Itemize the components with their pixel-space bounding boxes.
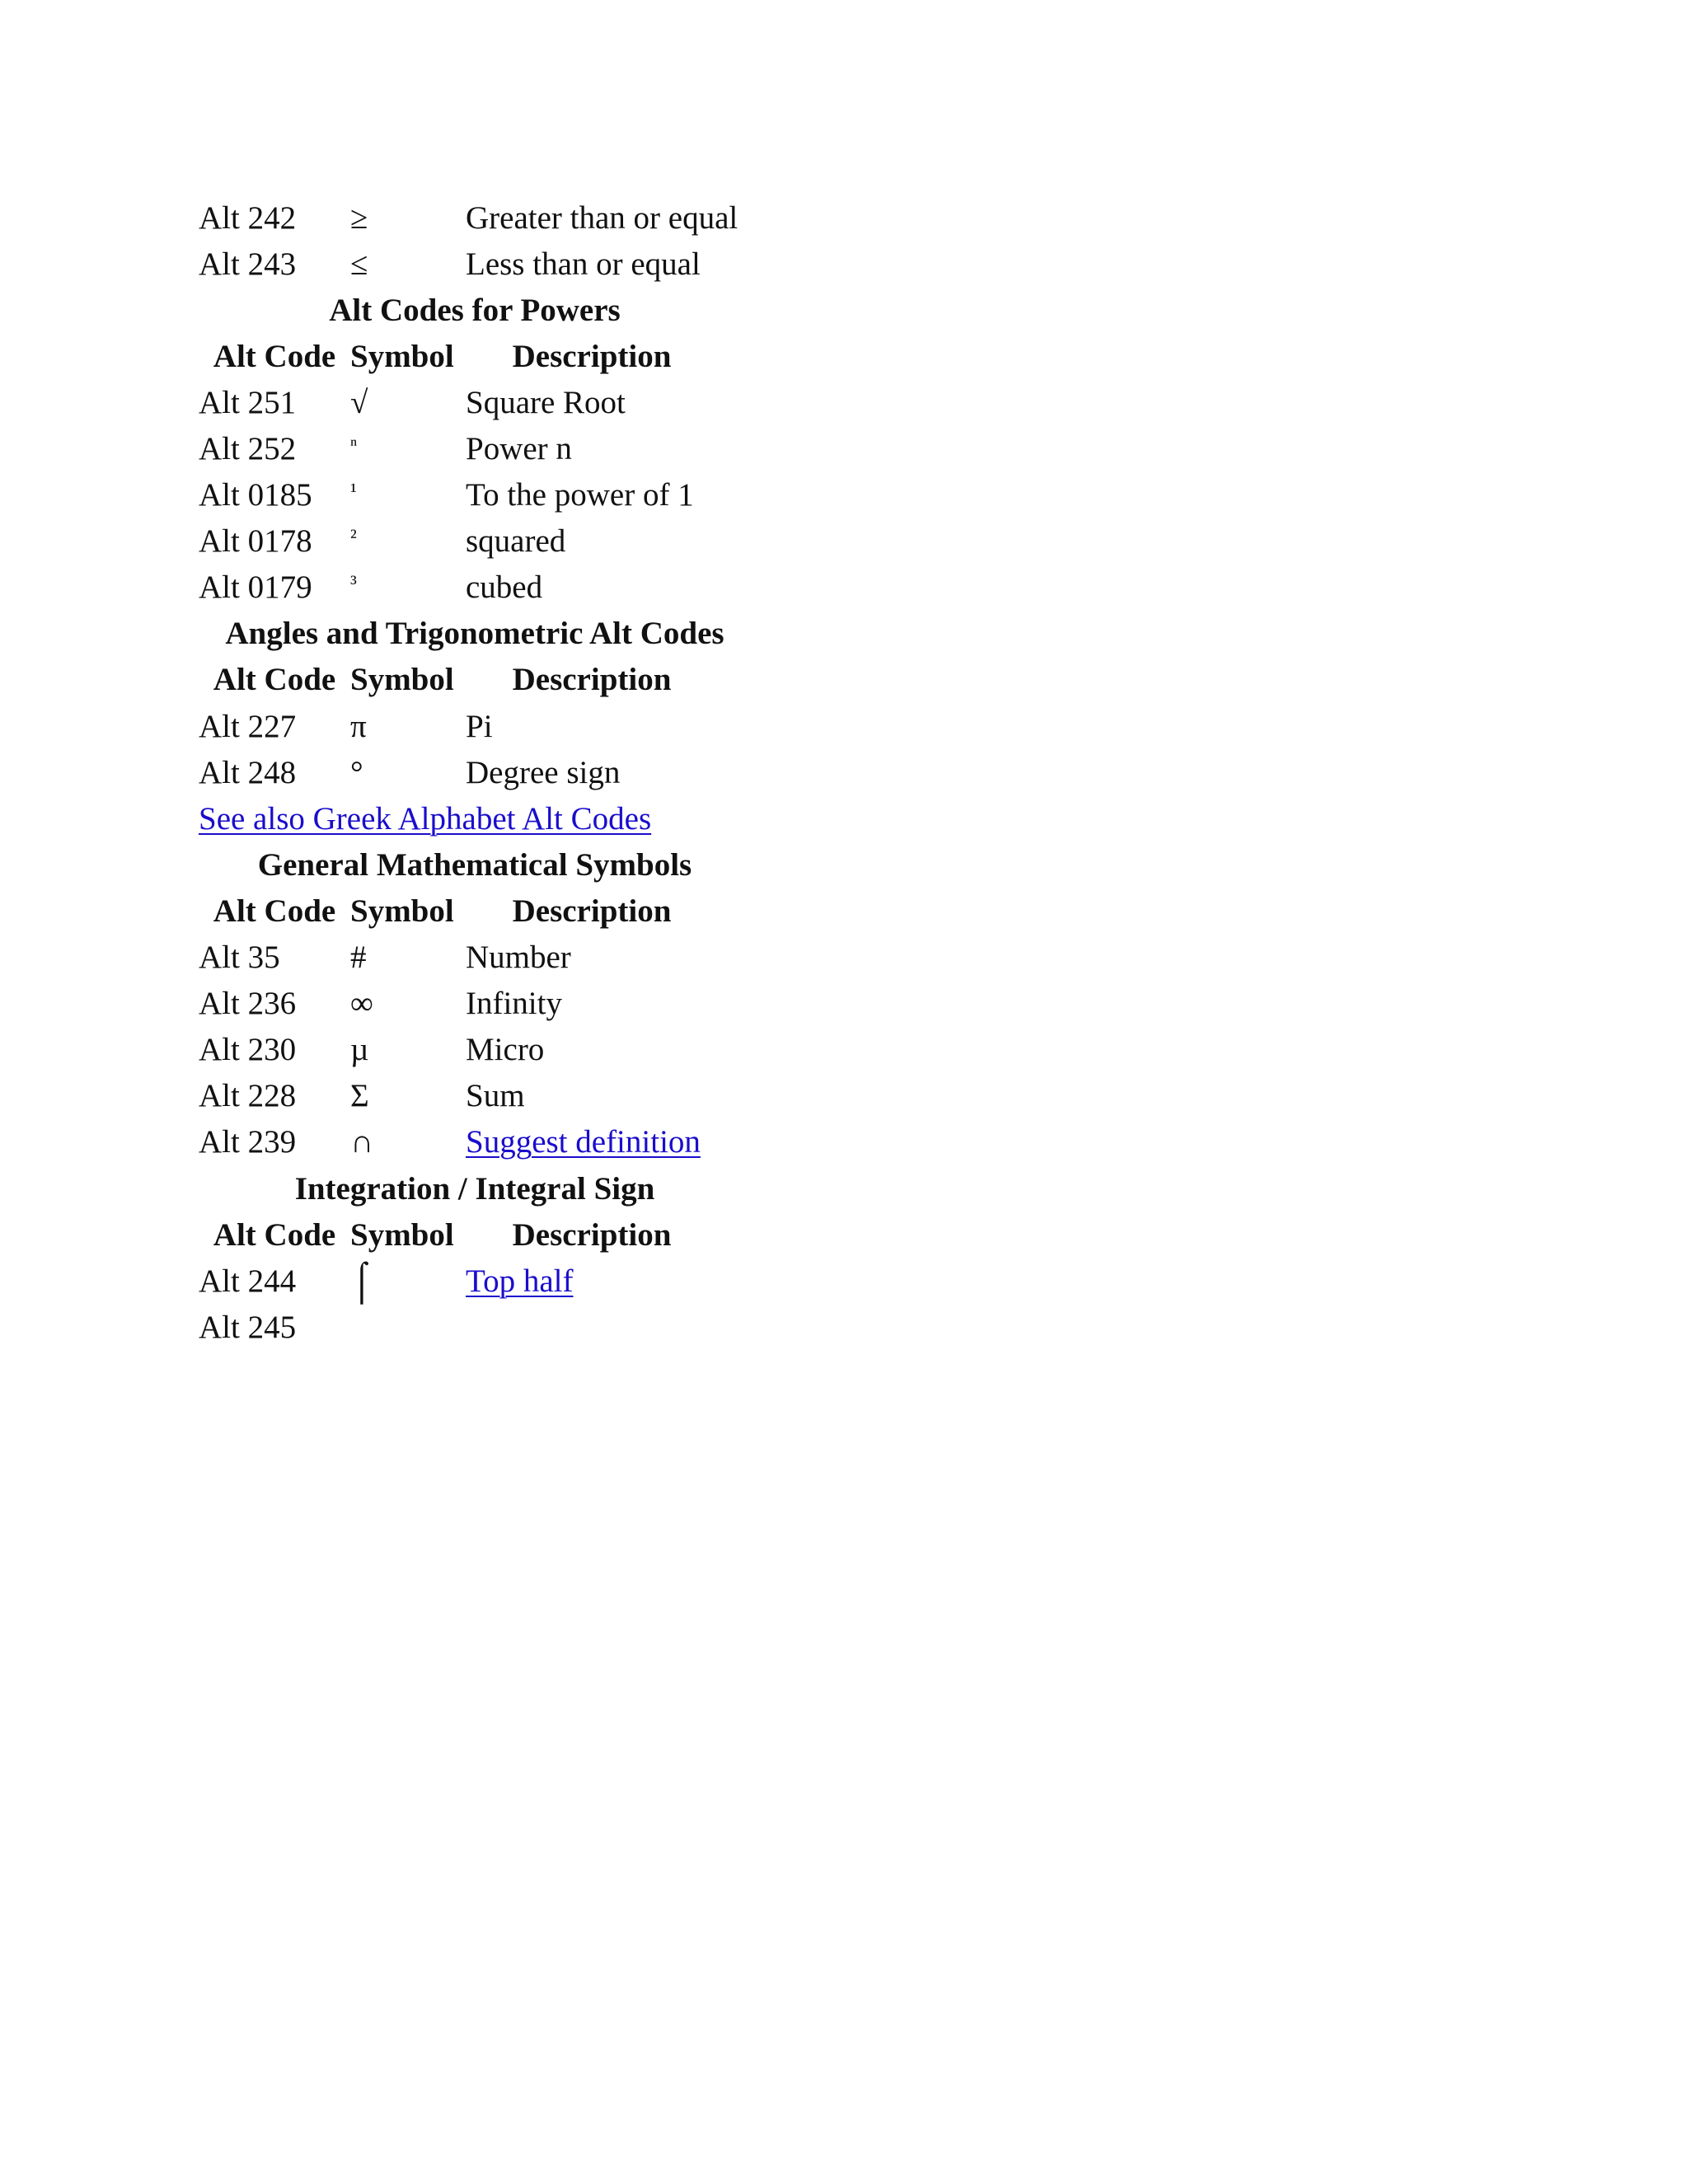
table-row [199,1119,858,1165]
alt-code-cell: Alt 0179 [199,569,312,606]
description-cell: Degree sign [466,754,621,790]
symbol-cell: µ [350,1032,369,1068]
section-title-integration: Integration / Integral Sign [294,1170,655,1207]
table-row [199,1304,858,1350]
header-symbol: Symbol [350,1216,454,1253]
description-cell: cubed [466,569,543,606]
table-row [199,518,858,565]
header-alt-code: Alt Code [213,893,336,929]
table-header-row [199,1212,858,1258]
table-header-row [199,657,858,703]
table-row [199,981,858,1027]
greek-alphabet-link[interactable]: See also Greek Alphabet Alt Codes [199,800,652,837]
header-alt-code: Alt Code [213,662,336,698]
description-cell: Square Root [466,384,626,420]
description-cell: Pi [466,708,493,744]
table-row [199,379,858,425]
description-cell: Less than or equal [466,246,701,282]
symbol-cell [350,433,466,465]
symbol-cell: ∩ [350,1124,374,1160]
alt-code-cell: Alt 245 [199,1309,297,1345]
symbol-cell [350,525,466,557]
section-title-general: General Mathematical Symbols [257,846,692,883]
alt-code-cell: Alt 35 [199,940,280,976]
alt-codes-document [199,194,858,1350]
table-row [199,935,858,981]
alt-code-cell: Alt 242 [199,199,297,236]
symbol-cell: √ [350,384,368,420]
header-alt-code: Alt Code [213,1216,336,1253]
alt-code-cell: Alt 0185 [199,477,312,513]
header-alt-code: Alt Code [213,338,336,374]
symbol-cell: Σ [350,1078,369,1114]
symbol-glyph: ² [350,525,357,550]
table-row [199,194,858,241]
table-header-row [199,888,858,934]
description-cell: Micro [466,1032,545,1068]
symbol-cell: ∞ [350,986,373,1022]
table-row [199,425,858,471]
description-cell: squared [466,523,566,560]
description-cell: Infinity [466,986,562,1022]
integral-top-half-glyph: ⌠ [350,1259,373,1302]
symbol-cell [350,571,466,603]
suggest-definition-link[interactable]: Suggest definition [466,1124,701,1160]
see-also-row [199,795,858,841]
header-description: Description [512,893,672,929]
table-row [199,1073,858,1119]
alt-code-cell: Alt 230 [199,1032,297,1068]
alt-code-cell: Alt 244 [199,1263,297,1299]
symbol-cell: π [350,708,367,744]
header-description: Description [512,338,672,374]
header-symbol: Symbol [350,338,454,374]
symbol-cell: # [350,940,367,976]
alt-code-cell: Alt 248 [199,754,297,790]
table-row [199,1027,858,1073]
description-cell: Power n [466,431,572,467]
description-cell [466,1265,573,1297]
header-description: Description [512,662,672,698]
table-row [199,749,858,795]
table-header-row [199,333,858,379]
alt-code-cell: Alt 228 [199,1078,297,1114]
symbol-cell [350,1259,466,1302]
section-title-angles: Angles and Trigonometric Alt Codes [225,616,724,652]
top-half-link[interactable]: Top half [466,1263,574,1299]
table-row [199,1258,858,1304]
description-cell: Greater than or equal [466,199,738,236]
table-row [199,703,858,749]
symbol-glyph: ⁿ [350,433,358,457]
symbol-cell: ≥ [350,199,368,236]
description-cell [466,1126,701,1158]
symbol-cell [350,479,466,511]
header-symbol: Symbol [350,662,454,698]
header-description: Description [512,1216,672,1253]
alt-code-cell: Alt 227 [199,708,297,744]
section-title-powers: Alt Codes for Powers [329,292,621,328]
symbol-cell: ° [350,754,363,790]
alt-code-cell: Alt 236 [199,986,297,1022]
description-cell: Number [466,940,571,976]
alt-code-cell: Alt 243 [199,246,297,282]
table-row [199,472,858,518]
symbol-glyph: ¹ [350,479,357,504]
description-cell: To the power of 1 [466,477,694,513]
table-row [199,565,858,611]
symbol-glyph: ³ [350,571,357,596]
table-row [199,241,858,287]
alt-code-cell: Alt 252 [199,431,297,467]
alt-code-cell: Alt 239 [199,1124,297,1160]
alt-code-cell: Alt 0178 [199,523,312,560]
header-symbol: Symbol [350,893,454,929]
symbol-cell: ≤ [350,246,368,282]
description-cell: Sum [466,1078,525,1114]
alt-code-cell: Alt 251 [199,384,297,420]
